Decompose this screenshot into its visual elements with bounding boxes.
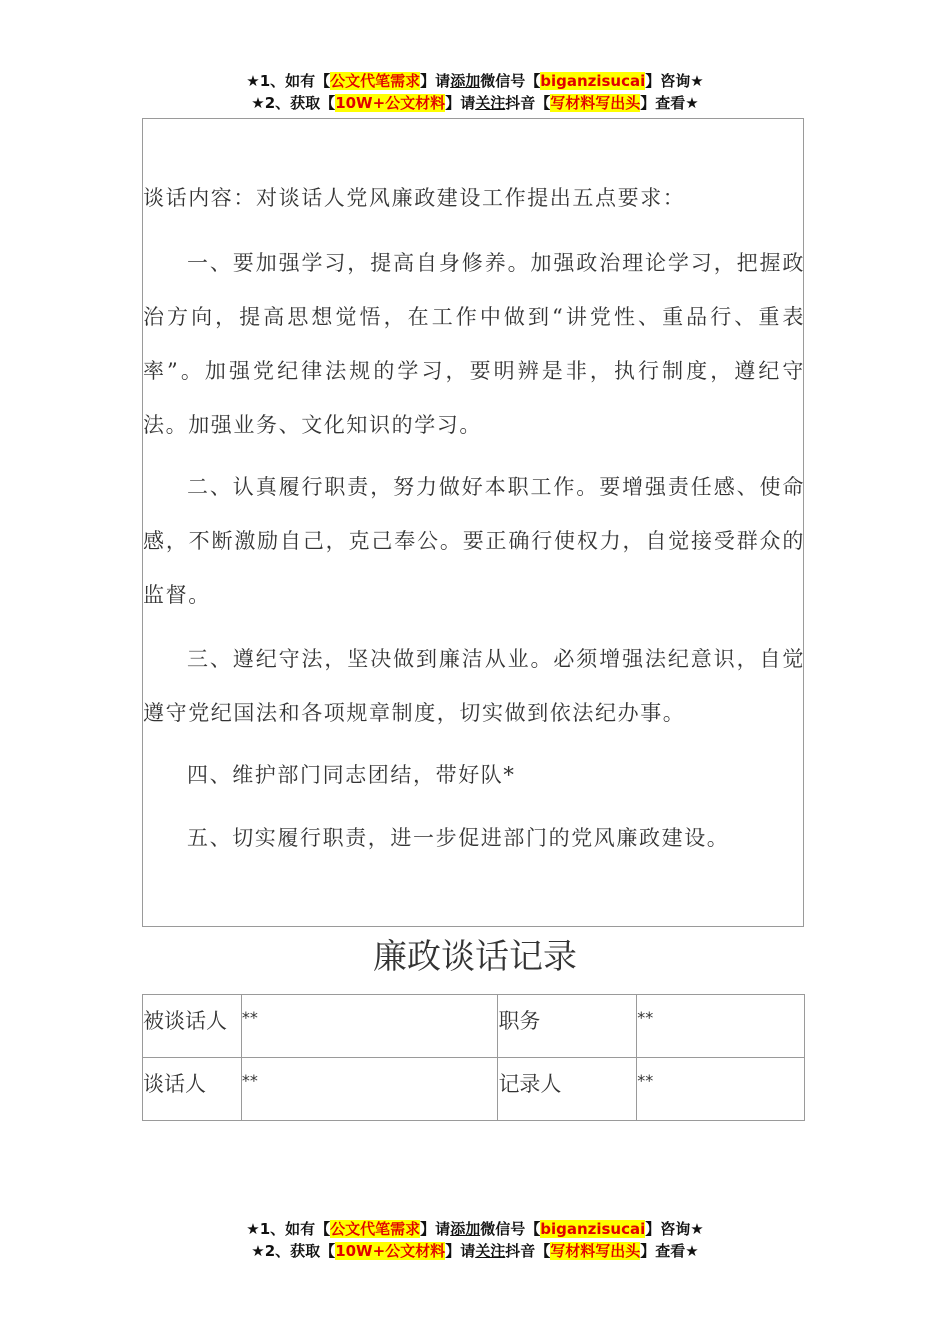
banner-underline: 关注 [475, 94, 506, 112]
interviewer-value: ** [241, 1058, 498, 1121]
paragraph-3: 三、遵纪守法，坚决做到廉洁从业。必须增强法纪意识，自觉遵守党纪国法和各项规章制度，切实做到依法纪办事。 [143, 647, 805, 725]
banner-underline: 添加 [450, 1220, 481, 1238]
banner-text: 抖音【 [505, 94, 551, 112]
banner-highlight: 10W+公文材料 [335, 1242, 446, 1260]
banner-highlight: 10W+公文材料 [335, 94, 446, 112]
table-row [143, 995, 805, 1058]
recorder-label: 记录人 [498, 1058, 637, 1121]
banner-underline: 关注 [475, 1242, 506, 1260]
paragraph-1: 一、要加强学习，提高自身修养。加强政治理论学习，把握政治方向，提高思想觉悟，在工作中做到“讲党性、重品行、重表率”。加强党纪律法规的学习，要明辨是非，执行制度，遵纪守法。加强业务、文化知识的学习。 [143, 251, 805, 437]
interviewer-label: 谈话人 [143, 1058, 242, 1121]
banner-text: ★2、获取【 [251, 94, 336, 112]
banner-highlight: 公文代笔需求 [330, 72, 421, 90]
paragraph-5: 五、切实履行职责，进一步促进部门的党风廉政建设。 [187, 826, 730, 850]
banner-text: 微信号【 [480, 1220, 541, 1238]
record-table [142, 994, 805, 1121]
banner-text: 】咨询★ [645, 1220, 704, 1238]
banner-text: ★2、获取【 [251, 1242, 336, 1260]
position-label: 职务 [498, 995, 637, 1058]
banner-text: 】请 [420, 72, 451, 90]
banner-line-2 [0, 1240, 950, 1262]
banner-highlight: biganzisucai [540, 72, 646, 90]
banner-line-1 [0, 70, 950, 92]
bottom-banner [0, 1218, 950, 1262]
banner-text: 】咨询★ [645, 72, 704, 90]
table-row [143, 1058, 805, 1121]
banner-line-1 [0, 1218, 950, 1240]
banner-text: 】查看★ [640, 1242, 699, 1260]
banner-highlight: 写材料写出头 [550, 1242, 641, 1260]
banner-text: ★1、如有【 [246, 1220, 331, 1238]
interviewee-value: ** [241, 995, 498, 1058]
paragraph-2: 二、认真履行职责，努力做好本职工作。要增强责任感、使命感，不断激励自己，克己奉公。要正确行使权力，自觉接受群众的监督。 [143, 475, 805, 607]
top-banner [0, 70, 950, 114]
intro-paragraph: 谈话内容：对谈话人党风廉政建设工作提出五点要求： [143, 186, 686, 210]
banner-text: 微信号【 [480, 72, 541, 90]
content-box [142, 118, 804, 927]
banner-text: ★1、如有【 [246, 72, 331, 90]
banner-text: 】查看★ [640, 94, 699, 112]
record-title: 廉政谈话记录 [373, 937, 577, 977]
banner-text: 】请 [445, 1242, 476, 1260]
banner-highlight: 公文代笔需求 [330, 1220, 421, 1238]
paragraph-4: 四、维护部门同志团结，带好队* [187, 763, 516, 787]
banner-line-2 [0, 92, 950, 114]
banner-text: 】请 [445, 94, 476, 112]
interviewee-label: 被谈话人 [143, 995, 242, 1058]
banner-text: 抖音【 [505, 1242, 551, 1260]
banner-highlight: biganzisucai [540, 1220, 646, 1238]
banner-underline: 添加 [450, 72, 481, 90]
position-value: ** [637, 995, 805, 1058]
banner-text: 】请 [420, 1220, 451, 1238]
banner-highlight: 写材料写出头 [550, 94, 641, 112]
recorder-value: ** [637, 1058, 805, 1121]
